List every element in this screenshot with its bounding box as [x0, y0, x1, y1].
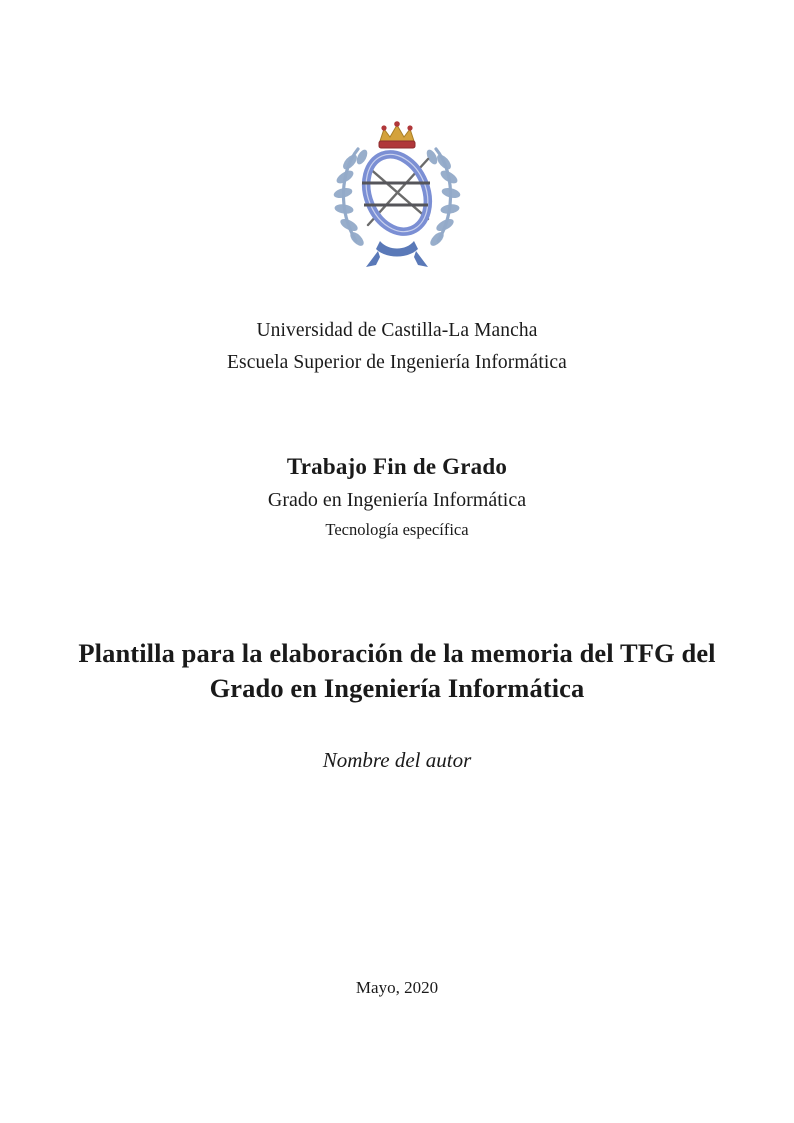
publication-date: Mayo, 2020 [355, 978, 439, 997]
ribbon [366, 241, 428, 267]
institution-block [227, 315, 567, 378]
uclm-crest-logo-icon [317, 112, 477, 277]
university-name: Universidad de Castilla-La Mancha [256, 320, 538, 341]
crown [379, 121, 415, 148]
speciality-label: Tecnología específica [325, 520, 469, 540]
work-type: Trabajo Fin de Grado [286, 454, 508, 480]
program-name: Grado en Ingeniería Informática [267, 489, 527, 512]
page-title: Plantilla para la elaboración de la memoria del TFG del Grado en Ingeniería Informática [78, 638, 716, 704]
degree-block [268, 454, 526, 540]
school-name: Escuela Superior de Ingeniería Informática [227, 351, 567, 373]
author-name: Nombre del autor [322, 748, 472, 773]
